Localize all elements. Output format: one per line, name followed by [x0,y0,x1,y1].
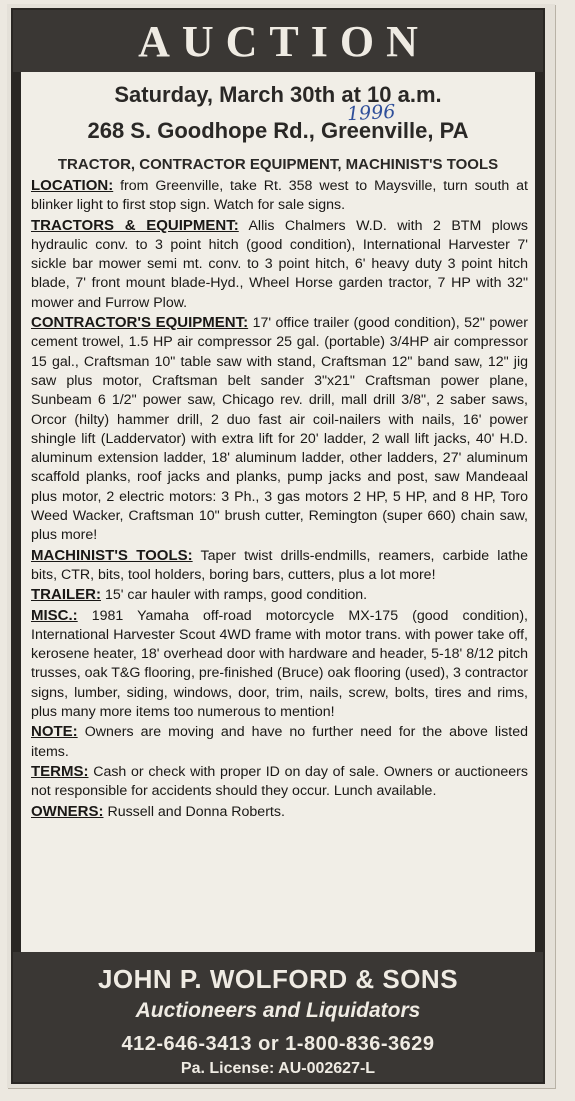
section-misc [31,606,528,723]
section-text: 1981 Yamaha off-road motorcycle MX-175 (good condition), International Harvester Scout 4WD frame with motor trans. with power take off, kerosene heater, 18' overhead door with hardware and header, 5-18' 8/12 pitch trusses, oak T&G flooring, pre-finished (Bruce) oak flooring (used), 3 contractor signs, lumber, siding, windows, door, trim, nails, screw, bolts, tires and rims, plus many more items too numerous to mention! [31,607,528,721]
listing-sections [31,176,528,822]
section-contractor [31,313,528,546]
section-heading: NOTE: [31,723,78,741]
section-location [31,176,528,216]
section-terms [31,762,528,802]
section-tractors [31,216,528,313]
section-text: Owners are moving and have no further need for the above listed items. [31,724,528,760]
section-text: Cash or check with proper ID on day of sale. Owners or auctioneers not responsible for accidents should they occur. Lunch available. [31,763,529,800]
section-heading: TERMS: [31,762,89,780]
ad-subtitle: TRACTOR, CONTRACTOR EQUIPMENT, MACHINIST'S TOOLS [57,156,499,173]
ad-title: AUCTION [138,16,430,66]
date-line: Saturday, March 30th at 10 a.m. [114,82,442,107]
section-heading: TRAILER: [31,586,101,604]
section-note [31,722,528,762]
company-name: JOHN P. WOLFORD & SONS [97,964,459,994]
section-heading: MISC.: [31,606,78,624]
section-heading: TRACTORS & EQUIPMENT: [31,216,239,234]
ad-body-panel [21,72,535,952]
section-text: Russell and Donna Roberts. [107,803,285,820]
section-heading: MACHINIST'S TOOLS: [31,546,193,564]
section-trailer [31,585,528,605]
handwritten-year: 1996 [346,100,396,126]
section-text: from Greenville, take Rt. 358 west to Maysville, turn south at blinker light to first stop sign. Watch for sale signs. [31,178,528,214]
section-text: Taper twist drills-endmills, reamers, carbide lathe bits, CTR, bits, tool holders, boring bars, cutters, plus a lot more! [31,547,529,583]
address-line: 268 S. Goodhope Rd., Greenville, PA [87,118,469,143]
section-heading: LOCATION: [31,177,114,194]
section-owners [31,802,528,822]
company-role: Auctioneers and Liquidators [135,999,421,1022]
section-text: 17' office trailer (good condition), 52" power cement trowel, 1.5 HP air compressor 25 gal. (portable) 3/4HP air compressor 15 gal., Craftsman 10" table saw with stand, Craftsman 12" band saw, 12" jig saw plus motor, Craftsman belt sander 3"x21" Craftsman power plane, Sunbeam 6 1/2" power saw, Chicago rev. drill, mall drill 3/8", 2 saber saws, Orcor (hilty) hammer drill, 2 duo fast air coil-nailers with nails, 16' power shingle lift (Laddervator) with extra lift for 20' ladder, 2 wall lift jacks, 40' H.D. aluminum extension ladder, 18' aluminum ladder, other ladders, 27' aluminum scaffold planks, roof jacks and planks, pump jacks and post, saw Mandeaal plus motor, 2 electric motors: 3 Ph., 3 gas motors 2 HP, 5 HP, and 8 HP, Toro Weed Wacker, Craftsman 10" brush cutter, Remington (super 660) chain saw, plus more! [31,315,528,544]
ad-frame [11,8,545,1084]
license-number: Pa. License: AU-002627-L [180,1060,376,1077]
phone-numbers: 412-646-3413 or 1-800-836-3629 [121,1033,435,1055]
section-heading: CONTRACTOR'S EQUIPMENT: [31,314,249,332]
section-heading: OWNERS: [31,802,104,820]
section-machinist [31,546,528,586]
section-text: 15' car hauler with ramps, good condition. [104,587,368,604]
ad-header [13,10,543,72]
section-text: Allis Chalmers W.D. with 2 BTM plows hydraulic conv. to 3 point hitch (good condition), International Harvester 7' sickle bar mower semi mt. conv. to 3 point hitch, 6' heavy duty 3 point hitch blade, 7' front mount blade-Hyd., Wheel Horse garden tractor, 7 HP with 32" mower and Furrow Plow. [31,217,528,311]
ad-footer [13,952,543,1082]
